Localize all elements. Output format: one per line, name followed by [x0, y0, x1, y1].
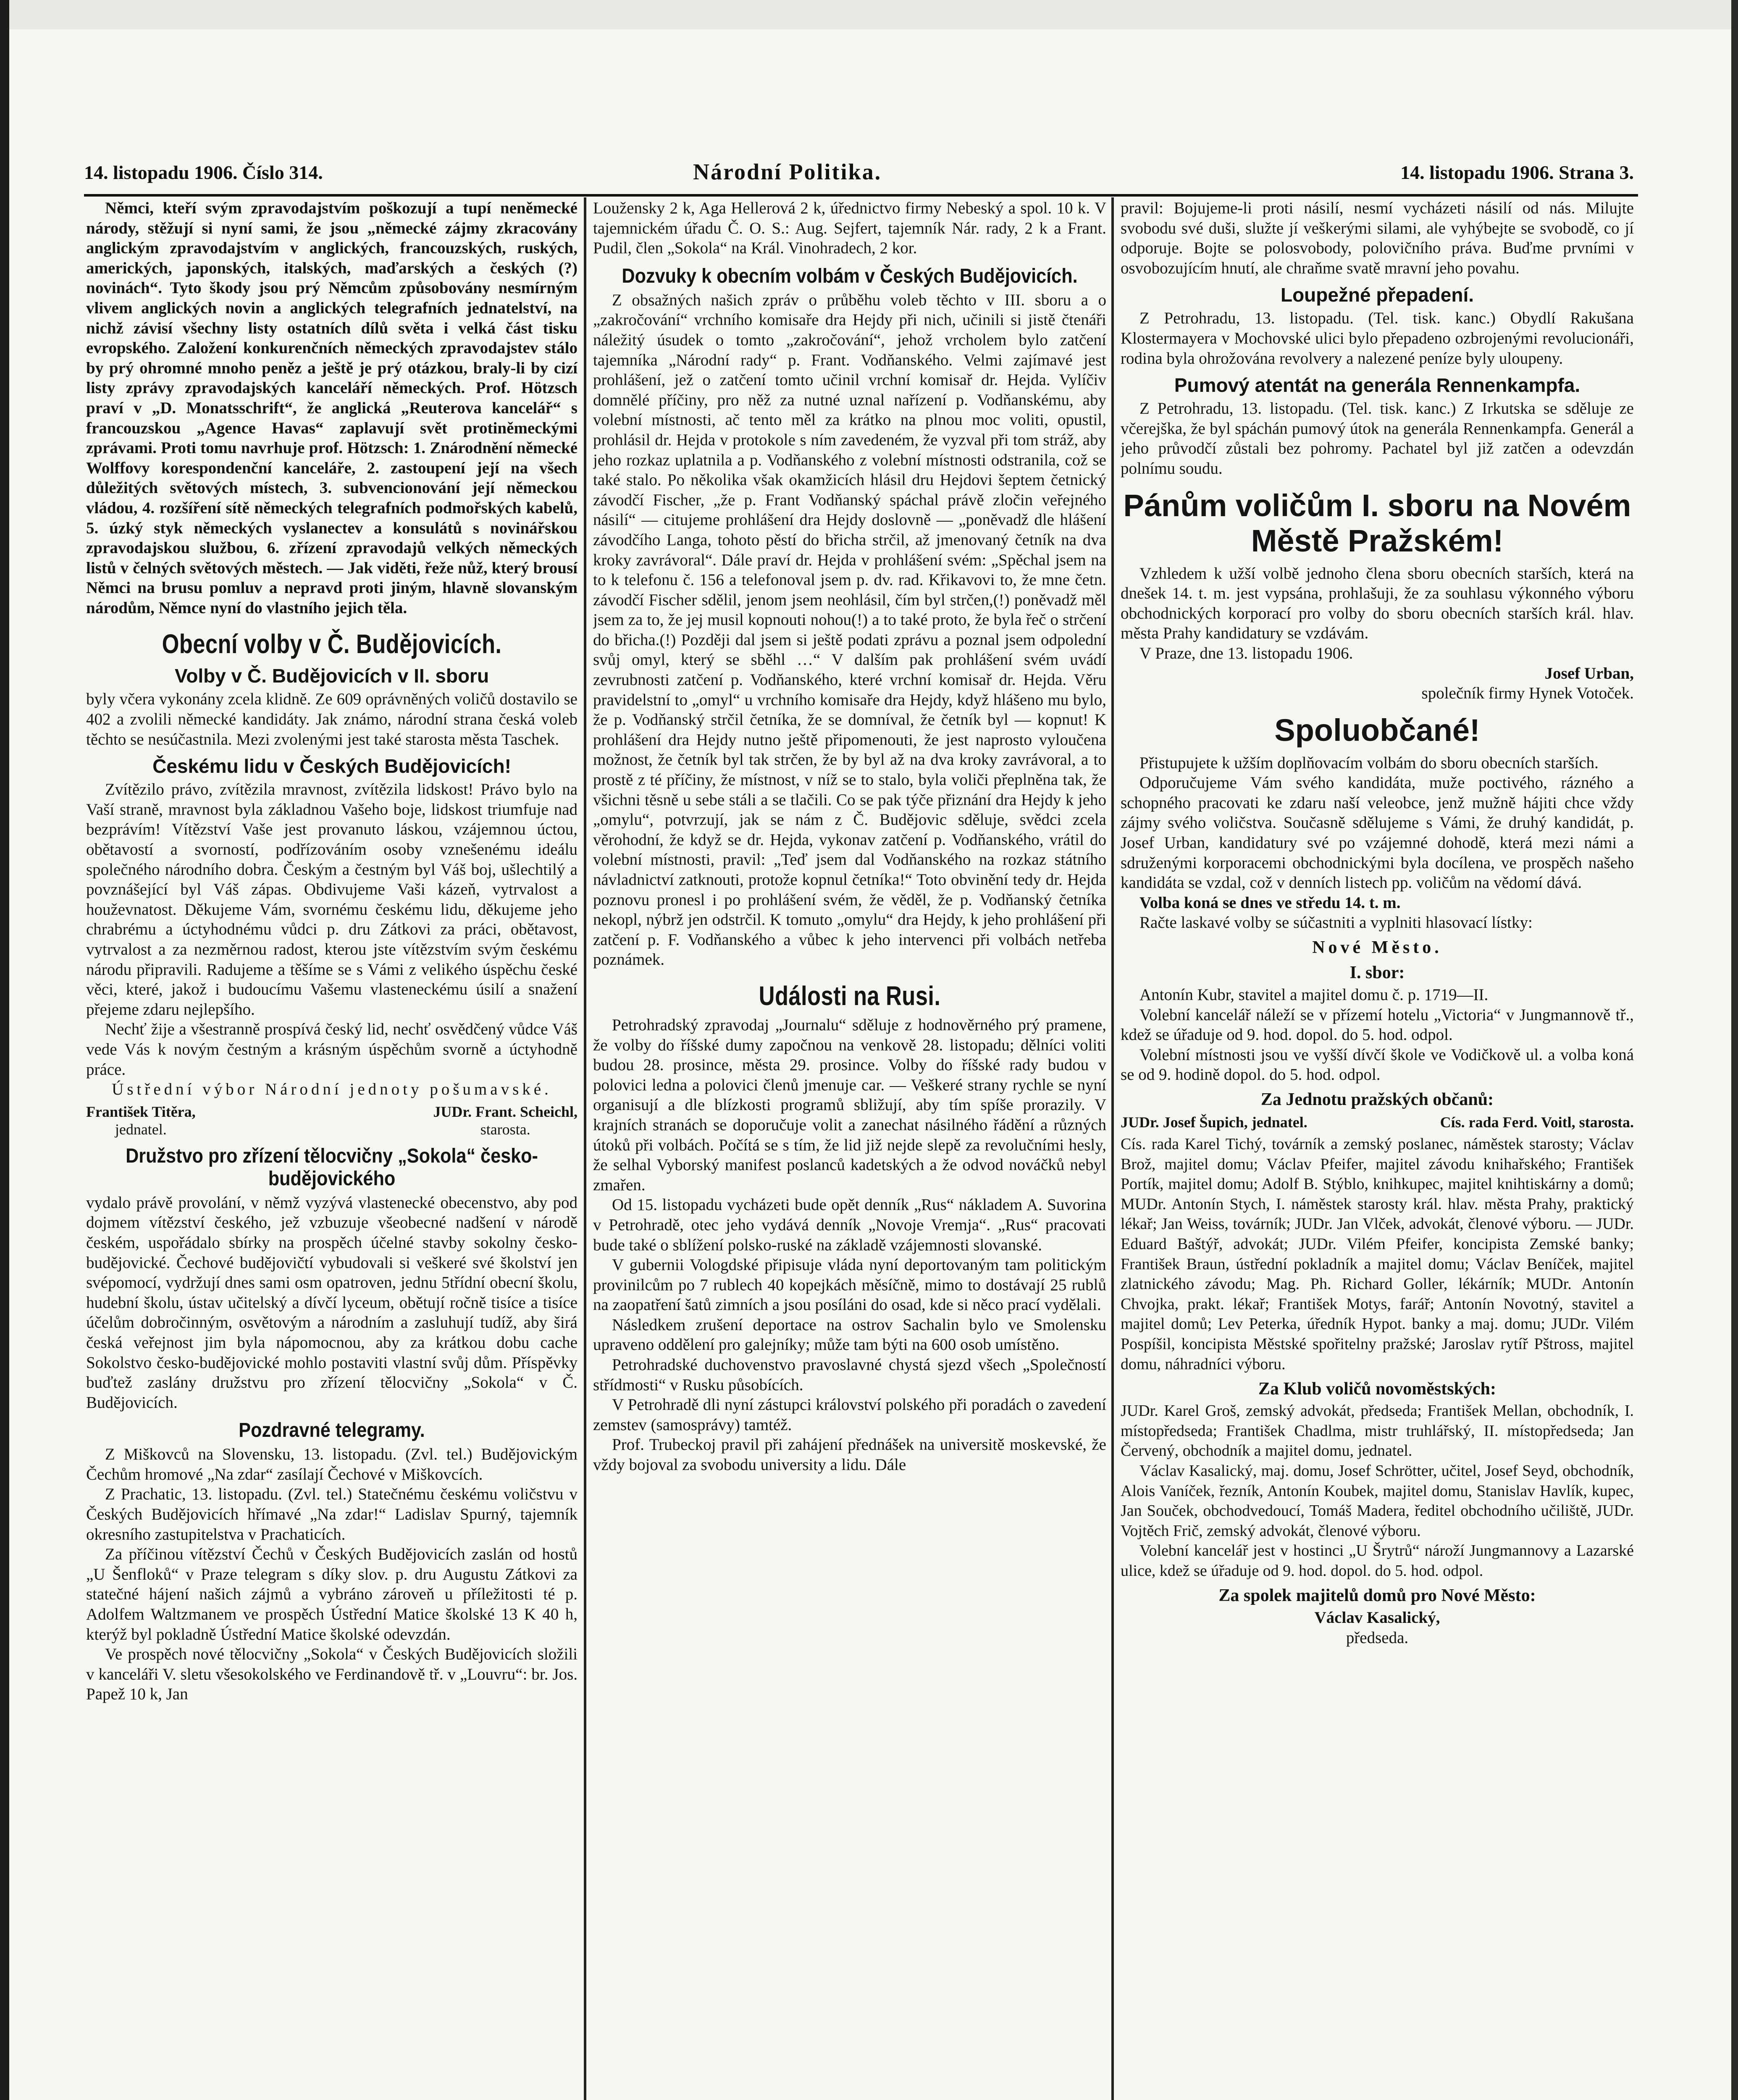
candidate: Antonín Kubr, stavitel a majitel domu č. p. 1719—II.	[1139, 986, 1489, 1004]
signer-name: JUDr. Frant. Scheichl,	[433, 1103, 578, 1120]
headline-dozvuky: Dozvuky k obecním volbám v Českých Budějovicích.	[622, 265, 1078, 287]
article-lidu-2: Nechť žije a všestranně prospívá český lid, nechť osvědčený vůdce Váš vede Vás k novým čestným a krásným úspěchům svorně a úctyhodně práce.	[86, 1020, 578, 1079]
telegram-item: Za příčinou vítězství Čechů v Českých Budějovicích zaslán od hostů „U Šenfloků“ v Praze telegram s díky slov. p. dru Augustu Zátkovi za statečné hájení našich zájmů a vybráno zároveň u příležitosti té p. Adolfem Waltzmanem ve prospěch Ústřední Matice školské 13 K 40 h, kterýž byl pokladně Ústřední Matice školské odevzdán.	[86, 1545, 578, 1643]
article-sokol: vydalo právě provolání, v němž vyzývá vlastenecké obecenstvo, aby pod dojmem vítězství českého, jež vzbuzuje všeobecné nadšení v národě českém, uspořádalo sbírky na prospěch účelné stavby sokolny česko-budějovické. Čechové budějovičtí vybudovali si veškeré své školství jen svépomocí, vydržují dnes sami osm opatroven, jednu 5třídní obecní školu, hudební školu, ústav učitelský a dívčí lyceum, obětují ročně tisíce a tisíce účelům dobročinným, osvětovým a národním a zasluhují tudíž, aby širá česká veřejnost jim byla nápomocnou, aby za krátkou dobu cache Sokolstvo česko-budějovické mohlo postaviti vlastní svůj dům. Příspěvky buďtež zaslány družstvu pro zřízení tělocvičny „Sokola“ v Č. Budějovicích.	[86, 1193, 578, 1412]
header-rule	[84, 194, 1638, 197]
signer-name: František Titěra,	[86, 1103, 196, 1120]
signer: Cís. rada Ferd. Voitl, starosta.	[1440, 1114, 1634, 1131]
article-continuation: pravil: Bojujeme-li proti násilí, nesmí vycházeti násilí od nás. Milujte svobodu své duši, služte jí veškerými silami, ale vyhýbejte se svobodě, co jí odporuje. Bojte se polosvobody, polovičního práva. Buďme prvními v osvobozujícím hnutí, ale chraňme svatě mravní jeho povahu.	[1121, 199, 1634, 277]
article-spolu: Odporučujeme Vám svého kandidáta, muže poctivého, rázného a schopného pracovati ke zdaru naší veleobce, jenž mužně hájiti chce vždy zájmy svého voličstva. Současně sdělujeme s Vámi, že druhý kandidát, p. Josef Urban, kandidatury své po vzájemné dohodě, která mezi námi a sdruženými korporacemi obchodnickými byla docílena, ve prospěch našeho kandidáta se vzdal, což v denních listech pp. voličům na vědomí dává.	[1121, 774, 1634, 892]
subhead-volby: Volby v Č. Budějovicích v II. sboru	[174, 665, 489, 687]
article-volby: byly včera vykonány zcela klidně. Ze 609 oprávněných voličů dostavilo se 402 a zvolili německé kandidáty. Jak známo, národní strana česká voleb těchto se nesúčastnila. Mezi zvolenými jest také starosta města Taschek.	[86, 690, 578, 748]
headline-jednota: Za Jednotu pražských občanů:	[1260, 1090, 1494, 1109]
signer-role: společník firmy Hynek Votoček.	[1421, 684, 1634, 703]
article-place-date: V Praze, dne 13. listopadu 1906.	[1139, 644, 1353, 662]
member-list: Cís. rada Karel Tichý, továrník a zemský poslanec, náměstek starosty; Václav Brož, majitel domu; Václav Pfeifer, majitel závodu knihařského; František Portík, majitel domu; Adolf B. Stýblo, knihkupec, majitel knihtiskárny a domů; MUDr. Antonín Stych, I. náměstek starosty král. hlav. města Prahy, praktický lékař; Jan Weiss, továrník; JUDr. Jan Vlček, advokát, členové výboru. — JUDr. Eduard Baštýř, advokát; JUDr. Vilém Pfeifer, koncipista Zemské banky; František Braun, ústřední pokladník a majitel domu; Václav Beníček, majitel zlatnického závodu; Mag. Ph. Richard Goller, lékárník; MUDr. Antonín Chvojka, prakt. lékař; František Motys, farář; Antonín Novotný, stavitel a majitel domů; Lev Peterka, úředník Hypot. banky a maj. domu; JUDr. Vilém Pospíšil, koncipista Městské spořitelny pražské; Jaroslav rytíř Pštross, majitel domu, náhradníci výboru.	[1121, 1135, 1634, 1373]
telegram-item: Z Prachatic, 13. listopadu. (Zvl. tel.) Statečnému českému voličstvu v Českých Budějovicích hřímavé „Na zdar!“ Ladislav Spurný, tajemník okresního zastupitelstva v Prachaticích.	[86, 1485, 578, 1544]
article-lidu: Zvítězilo právo, zvítězila mravnost, zvítězila lidskost! Právo bylo na Vaší straně, mravnost byla základnou Vašeho boje, lidskost triumfuje nad bezprávím! Vítězství Vaše jest provanuto láskou, vzájemnou úctou, obětavostí a svorností, podřízováním osoby vznešenému ideálu společného národního dobra. Českým a čestným byl Váš boj, ušlechtilý a povznášející byl Váš zápas. Obdivujeme Vaši kázeň, vytrvalost a houževnatost. Děkujeme Vám, svornému českému lidu, děkujeme jeho chrabrému a úctyhodnému vůdci p. dru Zátkovi za práci, obětavost, vytrvalost a za nezměrnou radost, kterou jste vítězstvím svým českému národu připravili. Radujeme a těšíme se s Vámi z velikého úspěchu české věci, které, jakož i budoucímu Vašemu vlasteneckému úsilí a snažení přejeme zdaru nejlepšího.	[86, 780, 578, 1018]
headline-druzstvo-sokol: Družstvo pro zřízení tělocvičny „Sokola“ česko-budějovického	[126, 1144, 538, 1190]
signer-role: jednatel.	[115, 1121, 167, 1138]
article-atentat: Z Petrohradu, 13. listopadu. (Tel. tisk. kanc.) Z Irkutska se sděluje ze včerejška, že byl spáchán pumový útok na generála Rennenkampfa. Generál a jeho průvodčí zůstali bez pohromy. Pachatel byl již zatčen a odevzdán polnímu soudu.	[1121, 399, 1634, 478]
headline-klub: Za Klub voličů novoměstských:	[1258, 1379, 1496, 1399]
article-rusi: Petrohradský zpravodaj „Journalu“ sděluje z hodnověrného prý pramene, že volby do říšské dumy započnou na venkově 28. listopadu; dělníci voliti budou 28. prosince, města 29. prosince. Volby do říšské rady budou v polovici ledna a polovici členů jmenuje car. — Veškeré strany rychle se nyní organisují a dle blízkosti programů sbližují, aby tím spíše prorazily. V krajních stranách se doporučuje volit a zanechat násilného řádění a různých útoků při volbách. Počítá se s tím, že lid již nejde slepě za revolučními hesly, že selhal Vyborský manifest poslanců kadetských a že odvod nováčků nebyl zmařen.	[593, 1016, 1106, 1194]
signer-name: Josef Urban,	[1544, 664, 1634, 682]
article-spolu: Račte laskavé volby se súčastniti a vyplniti hlasovací lístky:	[1139, 914, 1533, 932]
column-3	[1121, 198, 1634, 2100]
scan-edge-left	[0, 0, 9, 2100]
article-loupez: Z Petrohradu, 13. listopadu. (Tel. tisk. kanc.) Obydlí Rakušana Klostermayera v Mochovské ulici bylo přepadeno ozbrojenými revolucionáři, rodina byla ohrožována revolvery a nalezené peníze byly uloupeny.	[1121, 309, 1634, 368]
headline-pumovy-atentat: Pumový atentát na generála Rennenkampfa.	[1174, 374, 1580, 396]
headline-ceskemu-lidu: Českému lidu v Českých Budějovicích!	[152, 755, 511, 777]
headline-panum-volicum: Pánům voličům I. sboru na Novém Městě Pražském!	[1123, 488, 1631, 558]
signer-role: starosta.	[480, 1121, 530, 1138]
scan-edge-right	[1731, 0, 1738, 2100]
headline-spoluobcane: Spoluobčané!	[1274, 712, 1480, 748]
article-spolu: Volba koná se dnes ve středu 14. t. m.	[1139, 893, 1401, 912]
headline-obecni-volby: Obecní volby v Č. Budějovicích.	[162, 629, 502, 659]
headline-loupezne-prepadeni: Loupežné přepadení.	[1280, 284, 1474, 306]
column-divider	[584, 197, 586, 2100]
telegram-item: Z Miškovců na Slovensku, 13. listopadu. (Zvl. tel.) Budějovickým Čechům hromové „Na zdar“ zasílají Čechové v Miškovcích.	[86, 1445, 578, 1483]
signature-org: Ústřední výbor Národní jednoty pošumavské.	[112, 1080, 552, 1099]
scan-margin	[0, 0, 1738, 29]
article-rusi: Následkem zrušení deportace na ostrov Sachalin bylo ve Smolensku upraveno oddělení pro galejníky; může tam býti na 600 osob umístěno.	[593, 1315, 1106, 1354]
signature-block	[86, 1103, 578, 1138]
article-rusi: Od 15. listopadu vycházeti bude opět denník „Rus“ nákladem A. Suvorina v Petrohradě, otec jeho vydává denník „Novoje Vremja“. „Rus“ pracovati bude také o sblížení polsko-ruské na základě vzájemnosti slovanské.	[593, 1196, 1106, 1254]
article-rusi: Petrohradské duchovenstvo pravoslavné chystá sjezd všech „Společností střídmosti“ v Rusku působících.	[593, 1356, 1106, 1394]
headline-udalosti-na-rusi: Události na Rusi.	[759, 980, 941, 1011]
masthead-title: Národní Politika.	[693, 159, 882, 184]
signer: JUDr. Josef Šupich, jednatel.	[1121, 1114, 1307, 1131]
article-spolu: Přistupujete k užším doplňovacím volbám do sboru obecních starších.	[1139, 753, 1599, 772]
article-rusi: Prof. Trubeckoj pravil při zahájení přednášek na universitě moskevské, že vždy bojoval za svobodu university a lidu. Dále	[593, 1436, 1106, 1474]
telegram-item: Ve prospěch nové tělocvičny „Sokola“ v Českých Budějovicích složili v kanceláři V. sletu všesokolského ve Ferdinandově tř. v „Louvru“: br. Jos. Papež 10 k, Jan	[86, 1645, 578, 1704]
signature-block	[1121, 1113, 1634, 1131]
article-panum: Vzhledem k užší volbě jednoho člena sboru obecních starších, která na dnešek 14. t. m. jest vypsána, prohlašuji, že za souhlasu výkonného výboru obchodnických korporací pro volby do sboru obecních starších král. hlav. města Prahy kandidatury se vzdávám.	[1121, 564, 1634, 643]
header-date-page: 14. listopadu 1906. Strana 3.	[1400, 162, 1634, 183]
sbor-label: I. sbor:	[1349, 963, 1405, 983]
signer-role: předseda.	[1346, 1629, 1409, 1647]
page-header	[84, 161, 1634, 195]
article-intro: Němci, kteří svým zpravodajstvím poškozují a tupí neněmecké národy, stěžují si nyní sami, že jsou „německé zájmy zkracovány anglickým zpravodajstvím v anglických, francouzských, ruských, amerických, japonských, italských, maďarských a českých (?) novinách“. Tyto škody jsou prý Němcům způsobovány nesmírným vlivem anglických novin a anglických telegrafních jednatelství, na nichž závisí všechny listy ostatních dílů světa i velká část tisku evropského. Založení konkurenčních německých zpravodajstev stálo by prý ohromné mnoho peněz a ještě je prý otázkou, braly-li by cizí listy zprávy zpravodajských kanceláří německých. Prof. Hötzsch praví v „D. Monatsschrift“, že anglická „Reuterova kancelář“ s francouzskou „Agence Havas“ zaplavují svět protiněmeckými zprávami. Proti tomu navrhuje prof. Hötzsch: 1. Znárodnění německé Wolffovy korespondenční kanceláře, 2. zastoupení její na všech důležitých světových místech, 3. subvencionování její německou vládou, 4. rozšíření sítě německých telegrafních podmořských kabelů, 5. úzký styk německých vyslanectev a konsulátů s novinářskou zpravodajskou službou, 6. zřízení zpravodajů velkých německých listů v čelných světových městech. — Jak viděti, řeže nůž, který brousí Němci na brusu pomluv a nepravd proti jiným, hlavně slovanským národům, Němce nyní do vlastního jejich těla.	[86, 199, 578, 617]
member-list: Václav Kasalický, maj. domu, Josef Schrötter, učitel, Josef Seyd, obchodník, Alois Vaníček, řezník, Antonín Koubek, majitel domu, Stanislav Havlík, kupec, Jan Souček, obchodvedoucí, Tomáš Madera, ředitel obchodního učiliště, JUDr. Vojtěch Frič, zemský advokát, členové výboru.	[1121, 1462, 1634, 1540]
article-rusi: V Petrohradě dli nyní zástupci království polského při poradách o zavedení zemstev (samosprávy) tamtéž.	[593, 1396, 1106, 1434]
signer-name: Václav Kasalický,	[1314, 1609, 1440, 1627]
article-kancelar: Volební kancelář jest v hostinci „U Šrytrů“ nároží Jungmannovy a Lazarské ulice, kdež se úřaduje od 9. hod. dopol. do 5. hod. odpol.	[1121, 1542, 1634, 1580]
header-date-issue: 14. listopadu 1906. Číslo 314.	[84, 162, 323, 183]
article-continuation: Loužensky 2 k, Aga Hellerová 2 k, úřednictvo firmy Nebeský a spol. 10 k. V tajemnickém úřadu Č. O. S.: Aug. Sejfert, tajemník Nár. rady, 2 k a Frant. Pudil, člen „Sokola“ na Král. Vinohradech, 2 kor.	[593, 199, 1106, 257]
member-list: JUDr. Karel Groš, zemský advokát, předseda; František Mellan, obchodník, I. místopředseda; František Chadlma, mistr truhlářský, II. místopředseda; Jan Červený, obchodník a majitel domu, jednatel.	[1121, 1402, 1634, 1460]
district-label: Nové Město.	[1312, 938, 1442, 958]
column-2	[593, 198, 1106, 2100]
article-rusi: V gubernii Vologdské připisuje vláda nyní deportovaným tam politickým provinilcům po 7 rublech 40 kopejkách měsíčně, mimo to dostávají 25 rublů na zaopatření šatů zimních a jsou posíláni do osad, kde si něco prací vydělali.	[593, 1256, 1106, 1314]
column-1	[86, 198, 578, 2100]
headline-telegramy: Pozdravné telegramy.	[239, 1419, 425, 1442]
column-divider	[1111, 197, 1114, 2100]
article-mistnosti: Volební místnosti jsou ve vyšší dívčí škole ve Vodičkově ul. a volba koná se od 9. hodině dopol. do 5. hod. odpol.	[1121, 1045, 1634, 1084]
headline-spolek: Za spolek majitelů domů pro Nové Město:	[1218, 1586, 1536, 1606]
article-dozvuky: Z obsažných našich zpráv o průběhu voleb těchto v III. sboru a o „zakročování“ vrchního komisaře dra Hejdy při nich, učinili si jistě čtenáři náležitý úsudek o tomto „zakročování“, jehož vrcholem bylo zatčení tajemníka „Národní rady“ p. Frant. Vodňanského. Velmi zajímavé jest prohlášení, jež o zatčení tomto učinil vrchní komisař dr. Hejda. Vylíčiv domnělé příčiny, pro něž za nutné uznal nařízení p. Vodňanskému, aby volební místnosti, ač tento měl za krátko na plnou moc voliti, opustil, prohlásil dr. Hejda v protokole s ním zavedeném, že vyzval při tom stráž, aby jeho rozkaz uplatnila a p. Vodňanského z volební místnosti odstranila, což se také stalo. Po několika však okamžicích hlásil dru Hejdovi šeptem četnický závodčí Fischer, „že p. Frant Vodňanský spáchal právě zločin veřejného násilí“ — citujeme prohlášení dra Hejdy doslovně — „poněvadž dle hlášení závodčího Langa, tohoto pěstí do břicha strčil, až jmenovaný četník na dva kroky zavrávoral“. Dále praví dr. Hejda v prohlášení svém: „Spěchal jsem na to k telefonu č. 156 a telefonoval jsem p. dv. rad. Křikavovi to, že mne četn. závodčí Fischer sdělil, jenom jsem neohlásil, čím byl strčen,(!) poněvadž měl jsem za to, že jej musil kopnouti nohou(!) a to také proto, že byla řeč o strčení do břicha.(!) Později dal jsem si ještě podati zprávu a poznal jsem odpolední svůj omyl, který se sběhl …“ V dalším pak prohlášení svém uvádí zevrubnosti zatčení p. Vodňanského, které vrchní komisař dr. Hejda. Věru pravidelstní to „omyl“ u vrchního komisaře dra Hejdy, když hlášeno mu bylo, že p. Vodňanský strčil četníka, že se domníval, že četník byl — kopnut! K prohlášení dra Hejdy nutno ještě připomenouti, že jest naprosto vyloučena možnost, že četník byl tak strčen, že by byl až na dva kroky zavrávoral, a to prostě z té příčiny, že místnost, v níž se to stalo, byla voliči přeplněna tak, že všichni těsně u sebe stáli a se tlačili. Co se pak týče přiznání dra Hejdy k jeho „omylu“, potvrzují, jak se nám z Č. Budějovic sděluje, svědci zcela věrohodní, že když se dr. Hejda, vykonav zatčení p. Vodňanského, vrátil do volební místnosti, pravil: „Teď jsem dal Vodňanského na rozkaz státního návladnictví zatknouti, protože kopnul četníka!“ Toto obvinění tedy dr. Hejda poznovu pronesl i po prohlášení svém, že věděl, že p. Vodňanský četníka nekopl, nýbrž jen odstrčil. K tomuto „omylu“ dra Hejdy, k jeho prohlášení při zatčení p. F. Vodňanského a vůbec k jeho intervenci při volbách netřeba poznámek.	[593, 291, 1106, 969]
article-kancelar: Volební kancelář náleží se v přízemí hotelu „Victoria“ v Jungmannově tř., kdež se úřaduje od 9. hod. dopol. do 5. hod. odpol.	[1121, 1005, 1634, 1044]
